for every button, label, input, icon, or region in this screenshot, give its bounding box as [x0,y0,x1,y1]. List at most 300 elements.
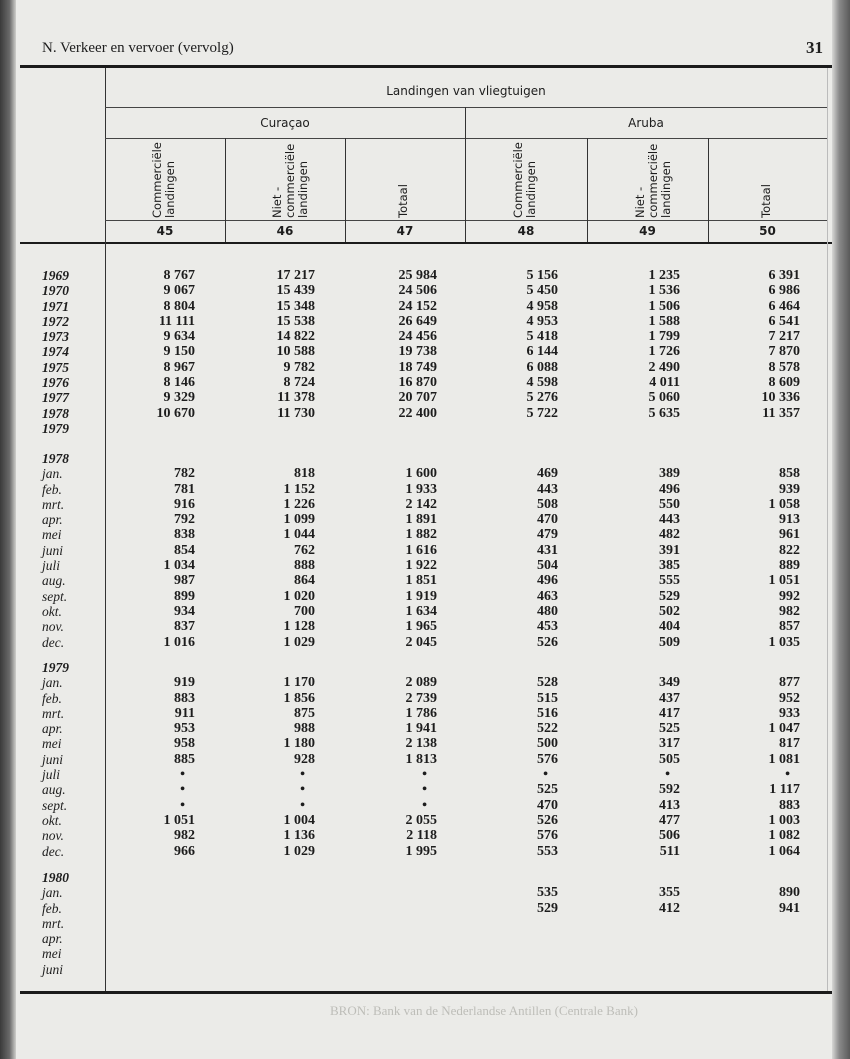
table-cell: • [180,782,185,798]
row-label: 1979 [42,420,69,436]
table-cell: 9 067 [163,283,195,299]
table-cell: 10 670 [156,405,195,421]
row-label: feb. [42,900,62,916]
table-cell: 700 [294,603,315,619]
table-cell: 11 378 [277,390,315,406]
table-cell: 349 [659,675,680,691]
row-label: mei [42,946,62,962]
row-label: dec. [42,843,65,859]
page-title: N. Verkeer en vervoer (vervolg) [42,40,234,56]
table-cell: 15 348 [276,298,315,314]
table-cell: 502 [659,603,680,619]
table-block [0,870,850,977]
table-cell: 4 958 [526,298,558,314]
table-cell: 2 055 [405,812,437,828]
table-cell: 857 [779,619,800,635]
table-cell: 762 [294,542,315,558]
row-label: 1979 [42,660,69,675]
table-cell: 25 984 [398,268,437,283]
table-row [0,798,850,813]
table-row [0,901,850,916]
table-cell: 1 922 [405,558,437,574]
table-cell: 16 870 [398,375,437,391]
table-cell: 2 739 [405,690,437,706]
table-cell: 987 [174,573,195,589]
table-cell: 1 634 [405,603,437,619]
col-divider [345,138,346,242]
column-header: Totaal [758,184,773,218]
table-cell: • [422,782,427,798]
table-cell: 8 804 [163,298,195,314]
group-title: Landingen van vliegtuigen [386,84,546,98]
table-cell: 885 [174,751,195,767]
table-cell: 1 786 [405,705,437,721]
table-cell: 966 [174,843,195,859]
table-cell: 8 767 [163,268,195,283]
row-label: 1978 [42,405,69,421]
table-cell: 1 035 [768,634,800,650]
table-row [0,375,850,390]
table-cell: 2 138 [405,736,437,752]
table-cell: 5 635 [648,405,680,421]
row-label: mrt. [42,705,65,721]
table-cell: 877 [779,675,800,691]
table-cell: 15 538 [276,313,315,329]
table-cell: 9 782 [283,359,315,375]
table-cell: 9 150 [163,344,195,360]
table-cell: 26 649 [398,313,437,329]
table-cell: 504 [537,558,558,574]
table-cell: 1 081 [768,751,800,767]
table-cell: 889 [779,558,800,574]
table-cell: 7 217 [768,329,800,345]
row-label: jan. [42,885,63,901]
column-number: 50 [759,224,776,238]
table-cell: 1 170 [283,675,315,691]
column-header: Commerciële landingen [511,142,538,218]
table-cell: 1 995 [405,843,437,859]
table-row [0,406,850,421]
table-cell: 526 [537,812,558,828]
table-cell: 500 [537,736,558,752]
table-cell: 1 082 [768,828,800,844]
column-number: 45 [156,224,174,238]
table-cell: 858 [779,466,800,482]
table-cell: 1 616 [405,542,437,558]
table-cell: 525 [537,782,558,798]
table-row [0,962,850,977]
table-cell: 6 391 [768,268,800,283]
table-cell: 511 [659,843,680,859]
table-cell: 6 464 [768,298,800,314]
table-cell: 961 [779,527,800,543]
row-label: feb. [42,481,62,497]
table-cell: 1 034 [163,558,195,574]
table-cell: 982 [779,603,800,619]
table-cell: 482 [659,527,680,543]
row-label: 1973 [42,329,69,345]
table-cell: 958 [174,736,195,752]
row-label: 1976 [42,375,69,391]
table-cell: 508 [537,496,558,512]
table-block [0,660,850,859]
table-cell: 10 588 [276,344,315,360]
table-cell: 525 [659,721,680,737]
table-cell: 1 003 [768,812,800,828]
table-row [0,946,850,961]
table-row [0,466,850,481]
row-label: jan. [42,466,63,482]
table-row [0,527,850,542]
table-cell: 1 004 [283,812,315,828]
table-row [0,360,850,375]
table-cell: 8 578 [768,359,800,375]
table-cell: 469 [537,466,558,482]
table-cell: 5 060 [648,390,680,406]
table-cell: 1 891 [405,512,437,528]
table-cell: 992 [779,588,800,604]
table-cell: 2 118 [406,828,437,844]
table-cell: 6 088 [526,359,558,375]
row-label: sept. [42,588,68,604]
table-cell: 553 [537,843,558,859]
table-row [0,931,850,946]
table-cell: 1 099 [283,512,315,528]
table-cell: 470 [537,797,558,813]
table-cell: 443 [537,481,558,497]
table-cell: 11 730 [277,405,315,421]
table-cell: 505 [659,751,680,767]
table-cell: 1 933 [405,481,437,497]
table-cell: 22 400 [398,405,437,421]
table-cell: 883 [779,797,800,813]
table-cell: 529 [537,900,558,916]
table-cell: 952 [779,690,800,706]
table-row [0,283,850,298]
table-cell: 555 [659,573,680,589]
table-cell: 1 117 [769,782,800,798]
table-cell: 899 [174,588,195,604]
table-cell: 1 180 [283,736,315,752]
table-cell: 4 598 [526,375,558,391]
table-cell: 1 588 [648,313,680,329]
table-cell: 385 [659,558,680,574]
table-cell: 592 [659,782,680,798]
row-label: juni [42,961,64,977]
row-label: apr. [42,512,63,528]
table-cell: 5 276 [526,390,558,406]
page-number: 31 [806,38,823,57]
table-cell: 782 [174,466,195,482]
table-row [0,543,850,558]
table-cell: 443 [659,512,680,528]
table-row [0,813,850,828]
table-cell: 5 722 [526,405,558,421]
column-header: Commerciële landingen [150,142,177,218]
table-cell: 864 [294,573,315,589]
table-row [0,916,850,931]
table-row [0,589,850,604]
table-cell: 1 152 [283,481,315,497]
table-cell: 431 [537,542,558,558]
table-cell: 818 [294,466,315,482]
table-cell: 2 142 [405,496,437,512]
table-row [0,497,850,512]
table-cell: 1 965 [405,619,437,635]
table-cell: 8 146 [163,375,195,391]
column-number: 47 [396,224,414,238]
table-cell: 17 217 [276,268,315,283]
table-row [0,619,850,634]
table-cell: • [300,767,305,783]
table-cell: 413 [659,797,680,813]
col-divider [587,138,588,242]
table-cell: 1 506 [648,298,680,314]
row-label: juni [42,542,64,558]
table-cell: • [180,797,185,813]
table-cell: 522 [537,721,558,737]
table-block [0,268,850,436]
table-cell: 1 020 [283,588,315,604]
table-cell: 5 156 [526,268,558,283]
table-cell: 404 [659,619,680,635]
divider [105,138,827,139]
table-cell: 516 [537,705,558,721]
row-label: mei [42,736,62,752]
row-label: 1974 [42,344,69,360]
table-cell: 18 749 [398,359,437,375]
table-cell: 1 882 [405,527,437,543]
table-cell: 1 941 [405,721,437,737]
table-row [0,660,850,675]
table-cell: 792 [174,512,195,528]
table-cell: 941 [779,900,800,916]
table-row [0,558,850,573]
table-cell: 6 144 [526,344,558,360]
table-row [0,299,850,314]
table-cell: • [785,767,790,783]
table-cell: 817 [779,736,800,752]
table-cell: 24 152 [398,298,437,314]
table-cell: 528 [537,675,558,691]
row-label: juli [42,558,61,574]
table-cell: 1 029 [283,843,315,859]
table-cell: 982 [174,828,195,844]
table-cell: 437 [659,690,680,706]
row-label: 1972 [42,313,69,329]
table-cell: • [300,797,305,813]
table-cell: 1 799 [648,329,680,345]
row-label: aug. [42,573,66,589]
table-cell: 890 [779,885,800,901]
table-cell: 838 [174,527,195,543]
table-cell: 5 450 [526,283,558,299]
region-curacao: Curaçao [260,116,310,130]
table-cell: 875 [294,705,315,721]
table-row [0,782,850,797]
row-label: 1971 [42,298,69,314]
table-row [0,767,850,782]
table-cell: 1 919 [405,588,437,604]
table-cell: 1 856 [283,690,315,706]
table-cell: 496 [659,481,680,497]
table-cell: 1 600 [405,466,437,482]
table-cell: 911 [174,705,195,721]
table-cell: 14 822 [276,329,315,345]
row-label: nov. [42,619,64,635]
table-cell: 1 136 [283,828,315,844]
table-cell: 1 044 [283,527,315,543]
table-cell: 939 [779,481,800,497]
table-row [0,885,850,900]
table-cell: 2 490 [648,359,680,375]
row-label: 1980 [42,870,69,885]
table-row [0,736,850,751]
table-cell: 1 051 [768,573,800,589]
top-rule [20,65,832,68]
table-cell: 391 [659,542,680,558]
row-label: aug. [42,782,66,798]
table-cell: 1 851 [405,573,437,589]
table-cell: 529 [659,588,680,604]
table-cell: 8 967 [163,359,195,375]
table-cell: • [422,797,427,813]
table-cell: 470 [537,512,558,528]
table-cell: 7 870 [768,344,800,360]
table-cell: 506 [659,828,680,844]
table-cell: 463 [537,588,558,604]
row-label: 1970 [42,283,69,299]
table-cell: 1 536 [648,283,680,299]
table-cell: 509 [659,634,680,650]
table-cell: 1 128 [283,619,315,635]
table-cell: 477 [659,812,680,828]
table-cell: 781 [174,481,195,497]
table-cell: 24 506 [398,283,437,299]
table-cell: 1 058 [768,496,800,512]
table-cell: 928 [294,751,315,767]
row-label: okt. [42,812,62,828]
table-cell: 24 456 [398,329,437,345]
table-cell: 837 [174,619,195,635]
table-cell: 576 [537,828,558,844]
table-cell: 934 [174,603,195,619]
row-label: sept. [42,797,68,813]
table-cell: 10 336 [761,390,800,406]
table-row [0,604,850,619]
table-row [0,691,850,706]
table-cell: 526 [537,634,558,650]
table-cell: • [665,767,670,783]
divider [105,220,827,221]
table-cell: 479 [537,527,558,543]
table-row [0,844,850,859]
row-label: 1975 [42,359,69,375]
table-cell: 953 [174,721,195,737]
table-row [0,675,850,690]
column-number: 48 [517,224,535,238]
table-cell: 480 [537,603,558,619]
bottom-rule [20,991,832,994]
row-label: mrt. [42,496,65,512]
column-number: 49 [639,224,656,238]
table-cell: 1 029 [283,634,315,650]
table-cell: 453 [537,619,558,635]
table-row [0,573,850,588]
table-row [0,268,850,283]
table-row [0,870,850,885]
table-cell: 9 634 [163,329,195,345]
row-label: jan. [42,675,63,691]
table-row [0,344,850,359]
table-cell: 1 051 [163,812,195,828]
table-cell: 1 047 [768,721,800,737]
table-row [0,421,850,436]
table-cell: 883 [174,690,195,706]
table-row [0,482,850,497]
col-divider [708,138,709,242]
row-label: okt. [42,603,62,619]
table-row [0,752,850,767]
table-cell: 8 609 [768,375,800,391]
table-cell: 1 235 [648,268,680,283]
table-cell: 317 [659,736,680,752]
table-cell: 1 016 [163,634,195,650]
table-cell: • [543,767,548,783]
table-row [0,451,850,466]
table-cell: 5 418 [526,329,558,345]
table-cell: 496 [537,573,558,589]
table-cell: 1 226 [283,496,315,512]
table-cell: 1 064 [768,843,800,859]
table-row [0,390,850,405]
table-cell: 1 813 [405,751,437,767]
table-row [0,721,850,736]
table-cell: 11 111 [158,313,195,329]
table-cell: 988 [294,721,315,737]
table-cell: 888 [294,558,315,574]
table-row [0,828,850,843]
column-header: Niet - commerciële landingen [632,143,673,218]
region-aruba: Aruba [628,116,664,130]
table-row [0,635,850,650]
table-cell: 4 011 [649,375,680,391]
table-cell: 535 [537,885,558,901]
table-cell: 919 [174,675,195,691]
row-label: juli [42,767,61,783]
table-cell: 4 953 [526,313,558,329]
column-header: Totaal [396,184,410,218]
table-row [0,706,850,721]
table-block [0,451,850,650]
table-cell: 6 541 [768,313,800,329]
table-cell: 15 439 [276,283,315,299]
table-cell: 1 726 [648,344,680,360]
table-cell: 20 707 [398,390,437,406]
table-cell: 576 [537,751,558,767]
header-rule [20,242,832,244]
table-row [0,512,850,527]
row-label: 1969 [42,268,69,283]
column-header: Niet - commerciële landingen [270,143,310,218]
table-cell: 933 [779,705,800,721]
table-cell: 822 [779,542,800,558]
row-label: apr. [42,721,63,737]
divider [105,107,827,108]
row-label: juni [42,751,64,767]
table-cell: • [180,767,185,783]
table-cell: 6 986 [768,283,800,299]
